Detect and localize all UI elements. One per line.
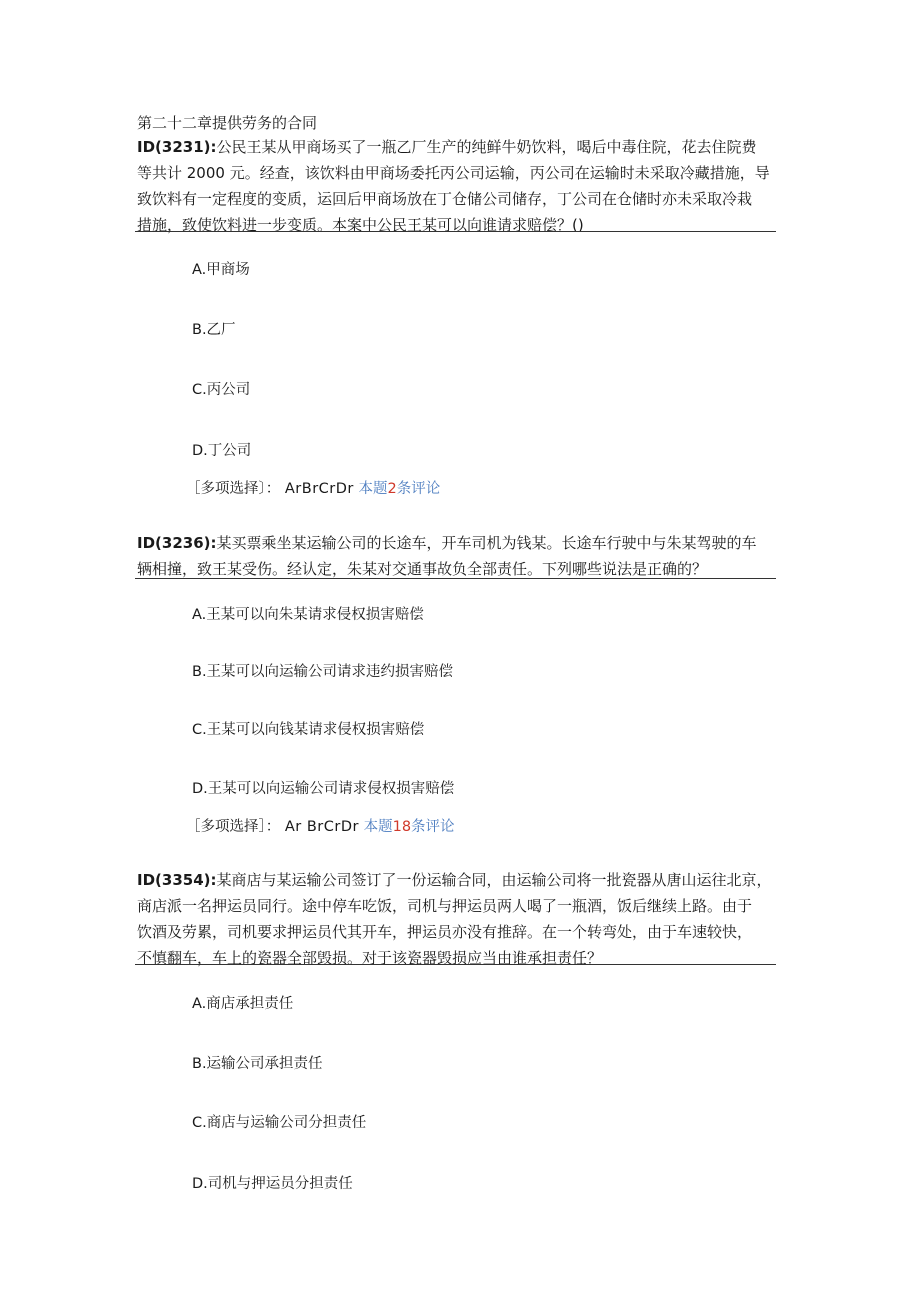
question-line: 措施，致使饮料进一步变质。本案中公民王某可以向谁请求赔偿？(): [137, 216, 584, 234]
answer-meta: [186, 817, 455, 837]
question-line: 等共计 2000 元。经查，该饮料由甲商场委托丙公司运输，丙公司在运输时未采取冷藏措施，导: [137, 164, 770, 182]
question-type: ［多项选择］：: [186, 819, 281, 835]
answer-key: ArBrCrDr: [284, 481, 354, 497]
option-c[interactable]: C.丙公司: [192, 382, 251, 398]
chapter-title: 第二十二章提供劳务的合同: [137, 114, 318, 132]
divider: [135, 578, 776, 579]
question-line: ID(3354):某商店与某运输公司签订了一份运输合同，由运输公司将一批瓷器从唐山运往北京，: [137, 871, 772, 889]
question-type: ［多项选择〕：: [186, 481, 281, 497]
question-3354-text: [137, 867, 782, 971]
question-id: ID(3236):: [137, 534, 217, 552]
question-id: ID(3354):: [137, 871, 217, 889]
option-c[interactable]: C.王某可以向钱某请求侵权损害赔偿: [192, 722, 425, 738]
question-line: 不慎翻车，车上的瓷器全部毁损。对于该瓷器毁损应当由谁承担责任？: [137, 949, 603, 967]
comments-link[interactable]: 本题2条评论: [358, 481, 441, 497]
answer-meta: [186, 479, 440, 499]
divider: [135, 231, 776, 232]
comment-count: 2: [387, 481, 397, 497]
comment-count: 18: [392, 819, 412, 835]
question-line: 辆相撞，致王某受伤。经认定，朱某对交通事故负全部责任。下列哪些说法是正确的？: [137, 560, 708, 578]
answer-key: Ar BrCrDr: [284, 819, 359, 835]
question-line: 致饮料有一定程度的变质，运回后甲商场放在丁仓储公司储存，丁公司在仓储时亦未采取冷栽: [137, 190, 753, 208]
question-line: 饮酒及劳累，司机要求押运员代其开车，押运员亦没有推辞。在一个转弯处，由于车速较快，: [137, 923, 753, 941]
option-b[interactable]: B.乙厂: [192, 322, 236, 338]
comments-link[interactable]: 本题18条评论: [363, 819, 455, 835]
option-a[interactable]: A.甲商场: [192, 262, 250, 278]
option-b[interactable]: B.王某可以向运输公司请求违约损害赔偿: [192, 664, 454, 680]
question-line: ID(3231):公民王某从甲商场买了一瓶乙厂生产的纯鲜牛奶饮料，喝后中毒住院，花去住院费: [137, 138, 757, 156]
option-a[interactable]: A.商店承担责任: [192, 996, 294, 1012]
divider: [135, 964, 776, 965]
question-3231-text: [137, 134, 782, 238]
option-d[interactable]: D.王某可以向运输公司请求侵权损害赔偿: [192, 781, 455, 797]
question-id: ID(3231):: [137, 138, 217, 156]
option-d[interactable]: D.丁公司: [192, 443, 252, 459]
option-c[interactable]: C.商店与运输公司分担责任: [192, 1115, 367, 1131]
question-line: 商店派一名押运员同行。途中停车吃饭，司机与押运员两人喝了一瓶酒，饭后继续上路。由于: [137, 897, 753, 915]
question-3236-text: [137, 530, 782, 582]
option-a[interactable]: A.王某可以向朱某请求侵权损害赔偿: [192, 607, 424, 623]
option-d[interactable]: D.司机与押运员分担责任: [192, 1176, 353, 1192]
question-line: ID(3236):某买票乘坐某运输公司的长途车，开车司机为钱某。长途车行驶中与朱某驾驶的车: [137, 534, 757, 552]
option-b[interactable]: B.运输公司承担责任: [192, 1056, 323, 1072]
